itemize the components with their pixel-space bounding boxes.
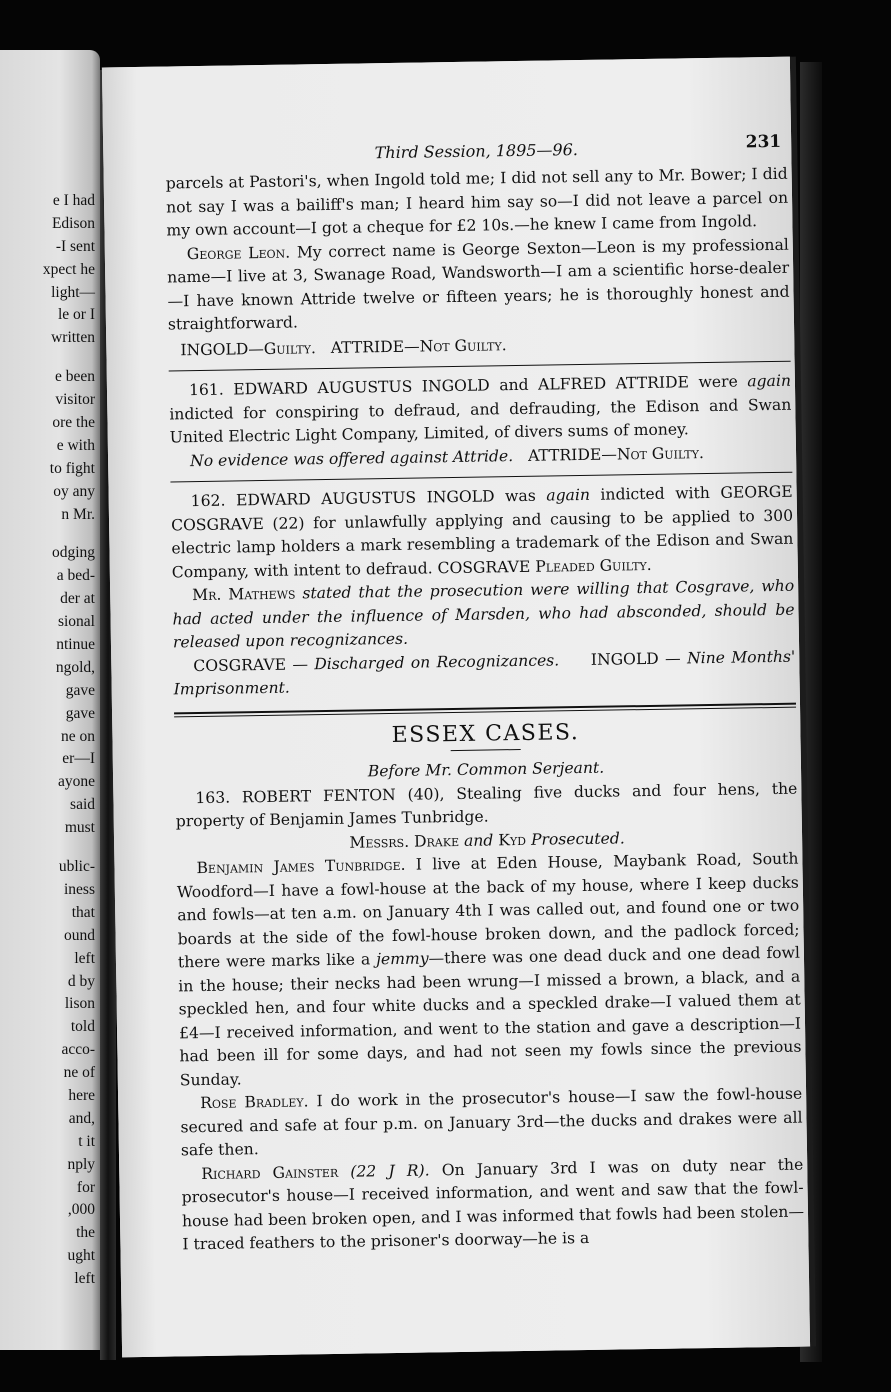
testimony-text: I live at Eden House, Maybank Road, South Woodford—I have a fowl-house at the back of my house, where I keep ducks and fowls—at ten a.m. on January 4th I was called out, and found one or two boards at the side of the fowl-house broken down, and the padlock forced; there were marks like a: [176, 849, 800, 972]
left-page-fragment: [0, 50, 100, 1350]
defendant-name: ATTRIDE—: [330, 337, 420, 357]
witness-name: Richard Gainster: [201, 1162, 339, 1183]
left-page-line: written: [51, 329, 95, 347]
case-heading: 162. EDWARD AUGUSTUS INGOLD was: [190, 486, 536, 511]
defendant-name: INGOLD —: [590, 648, 681, 669]
case-text: indicted for conspiring to defraud, and defrauding, the Edison and Swan United Electric Light Company, Limited, of divers sums of money.: [169, 395, 792, 447]
right-page: [102, 57, 810, 1358]
testimony-gainster: [181, 1153, 804, 1257]
left-page-line: ne of: [63, 1064, 95, 1082]
section-divider: [170, 472, 792, 483]
conjunction: and: [463, 830, 494, 850]
left-page-line: d by: [67, 972, 95, 990]
witness-name: George Leon.: [186, 243, 291, 263]
page-content: [165, 131, 805, 1257]
double-divider: [174, 702, 796, 717]
verdict-text: Not Guilty.: [419, 335, 507, 356]
left-page-line: ound: [64, 926, 95, 944]
section-divider: [169, 361, 791, 372]
page-number: 231: [745, 131, 782, 153]
witness-name: Benjamin James Tunbridge.: [196, 855, 406, 878]
defendant-name: INGOLD—: [180, 339, 264, 359]
emphasis: again: [747, 371, 792, 391]
left-page-line: for: [76, 1178, 95, 1196]
left-page-line: nply: [67, 1155, 95, 1173]
left-page-line: left: [74, 1270, 95, 1288]
counsel-name: Kyd: [498, 830, 527, 849]
plea-text: Pleaded Guilty.: [535, 555, 652, 576]
running-head-title: Third Session, 1895—96.: [374, 140, 579, 163]
left-page-line: e I had: [52, 192, 95, 209]
left-page-line: ,000: [67, 1201, 95, 1219]
left-page-line: iness: [64, 880, 95, 898]
left-page-line: -I sent: [55, 237, 95, 255]
left-page-line: the: [76, 1224, 95, 1242]
verdict-text: Not Guilty.: [616, 443, 704, 463]
case-text: indicted with GEORGE COSGRAVE (22) for unlawfully applying and causing to be applied to 300 electric lamp holders a mark resembling a trademark of the Edison and Swan Company, with intent to defraud. COSGRAVE: [170, 482, 794, 581]
testimony-text: My correct name is George Sexton—Leon is my professional name—I live at 3, Swanage Road, Wandsworth—I am a scientific horse-dealer—I have known Attride twelve or fifteen years; he is thoroughly honest and straightforward.: [167, 235, 790, 334]
case-163: 163. ROBERT FENTON (40), Stealing five ducks and four hens, the property of Benjamin James Tunbridge.: [175, 779, 798, 831]
statement-text: stated that the prosecution were willing that Cosgrave, who had acted under the influence of Marsden, who had absconded, should be released upon recognizances.: [172, 576, 795, 652]
left-page-line: e been: [54, 368, 95, 386]
case-162: [171, 481, 794, 585]
before-judge: Before Mr. Common Serjeant.: [367, 758, 605, 781]
left-page-line: left: [74, 949, 95, 967]
section-title: ESSEX CASES.: [391, 719, 580, 748]
left-page-line: n Mr.: [61, 505, 95, 523]
testimony-george-leon: [167, 233, 790, 337]
defendant-name: COSGRAVE —: [193, 654, 309, 675]
left-page-line: acco-: [61, 1041, 95, 1059]
left-page-line: must: [64, 819, 95, 837]
short-divider: [451, 749, 521, 751]
testimony-tunbridge: [176, 848, 802, 1093]
emphasis: jemmy: [375, 949, 429, 969]
defendant-name: ATTRIDE—: [527, 444, 617, 465]
testimony-text: On January 3rd I was on duty near the prosecutor's house—I received information, and went and saw that the fowl-house had been broken open, and I was informed that fowls had been stolen—I traced feathers to the prisoner's doorway—he is a: [181, 1155, 805, 1254]
left-page-line: le or I: [57, 306, 95, 324]
counsel-name: Messrs. Drake: [349, 831, 460, 852]
case-162-statement: [172, 575, 795, 655]
left-page-line: ayone: [57, 773, 95, 791]
testimony-bradley: [180, 1083, 803, 1163]
left-page-line: lison: [64, 995, 95, 1013]
left-page-line: to fight: [49, 459, 95, 477]
verdict-text: Discharged on Recognizances.: [314, 650, 560, 673]
case-heading: 161. EDWARD AUGUSTUS INGOLD and ALFRED ATTRIDE were: [188, 372, 738, 400]
left-page-line: xpect he: [42, 260, 95, 278]
verdict-text: Nine Months' Imprisonment.: [173, 647, 796, 699]
witness-name: Rose Bradley.: [200, 1092, 309, 1113]
left-page-line: ublic-: [58, 858, 95, 876]
left-page-line: er—I: [62, 750, 95, 768]
case-161: [169, 370, 792, 450]
left-page-line: odging: [51, 544, 95, 562]
left-page-line: ngold,: [55, 658, 95, 676]
left-page-line: e with: [56, 436, 95, 454]
left-page-line: t it: [78, 1132, 95, 1150]
left-page-line: der at: [60, 590, 95, 608]
left-page-line: here: [68, 1086, 95, 1104]
left-page-line: gave: [65, 681, 95, 699]
left-page-line: that: [71, 903, 95, 921]
left-page-line: visitor: [55, 391, 95, 409]
testimony-text: —there was one dead duck and one dead fowl in the house; their necks had been wrung—I missed a brown, a black, and a speckled hen, and four white ducks and a speckled drake—I valued them at £4—I received information, and went to the station and gave a description—I had been ill for some days, and had not seen my fowls since the previous Sunday.: [178, 943, 802, 1089]
badge-number: (22 J R).: [350, 1160, 430, 1181]
line-gap: [0, 840, 98, 856]
line-gap: [0, 350, 98, 366]
left-page-line: ntinue: [56, 636, 95, 654]
left-page-line: sional: [57, 613, 95, 631]
left-page-line: ne on: [60, 727, 95, 745]
left-page-line: oy any: [53, 482, 95, 500]
testimony-text: I do work in the prosecutor's house—I saw the fowl-house secured and safe at four p.m. on January 3rd—the ducks and drakes were all safe then.: [180, 1084, 803, 1160]
left-page-line: ore the: [52, 414, 95, 432]
left-page-line: a bed-: [56, 567, 95, 585]
verdict-text: Guilty.: [263, 338, 317, 358]
left-page-line: told: [70, 1018, 95, 1036]
case-162-verdict: [173, 645, 796, 702]
left-page-line: Edison: [51, 214, 95, 232]
left-page-text: [0, 190, 98, 1291]
prosecuted-label: Prosecuted.: [530, 828, 625, 849]
left-page-line: gave: [65, 704, 95, 722]
emphasis: again: [546, 485, 591, 505]
note-text: No evidence was offered against Attride.: [189, 446, 514, 470]
counsel-name: Mr. Mathews: [192, 584, 296, 605]
testimony-continued: parcels at Pastori's, when Ingold told me; I did not sell any to Mr. Bower; I did not say I was a bailiff's man; I heard him say so—I did not leave a parcel on my own account—I got a cheque for £2 10s.—he knew I came from Ingold.: [165, 164, 789, 240]
left-page-line: said: [70, 796, 95, 814]
left-page-line: ught: [67, 1247, 95, 1265]
line-gap: [0, 526, 98, 542]
left-page-line: light—: [51, 283, 95, 301]
left-page-line: and,: [68, 1109, 95, 1127]
